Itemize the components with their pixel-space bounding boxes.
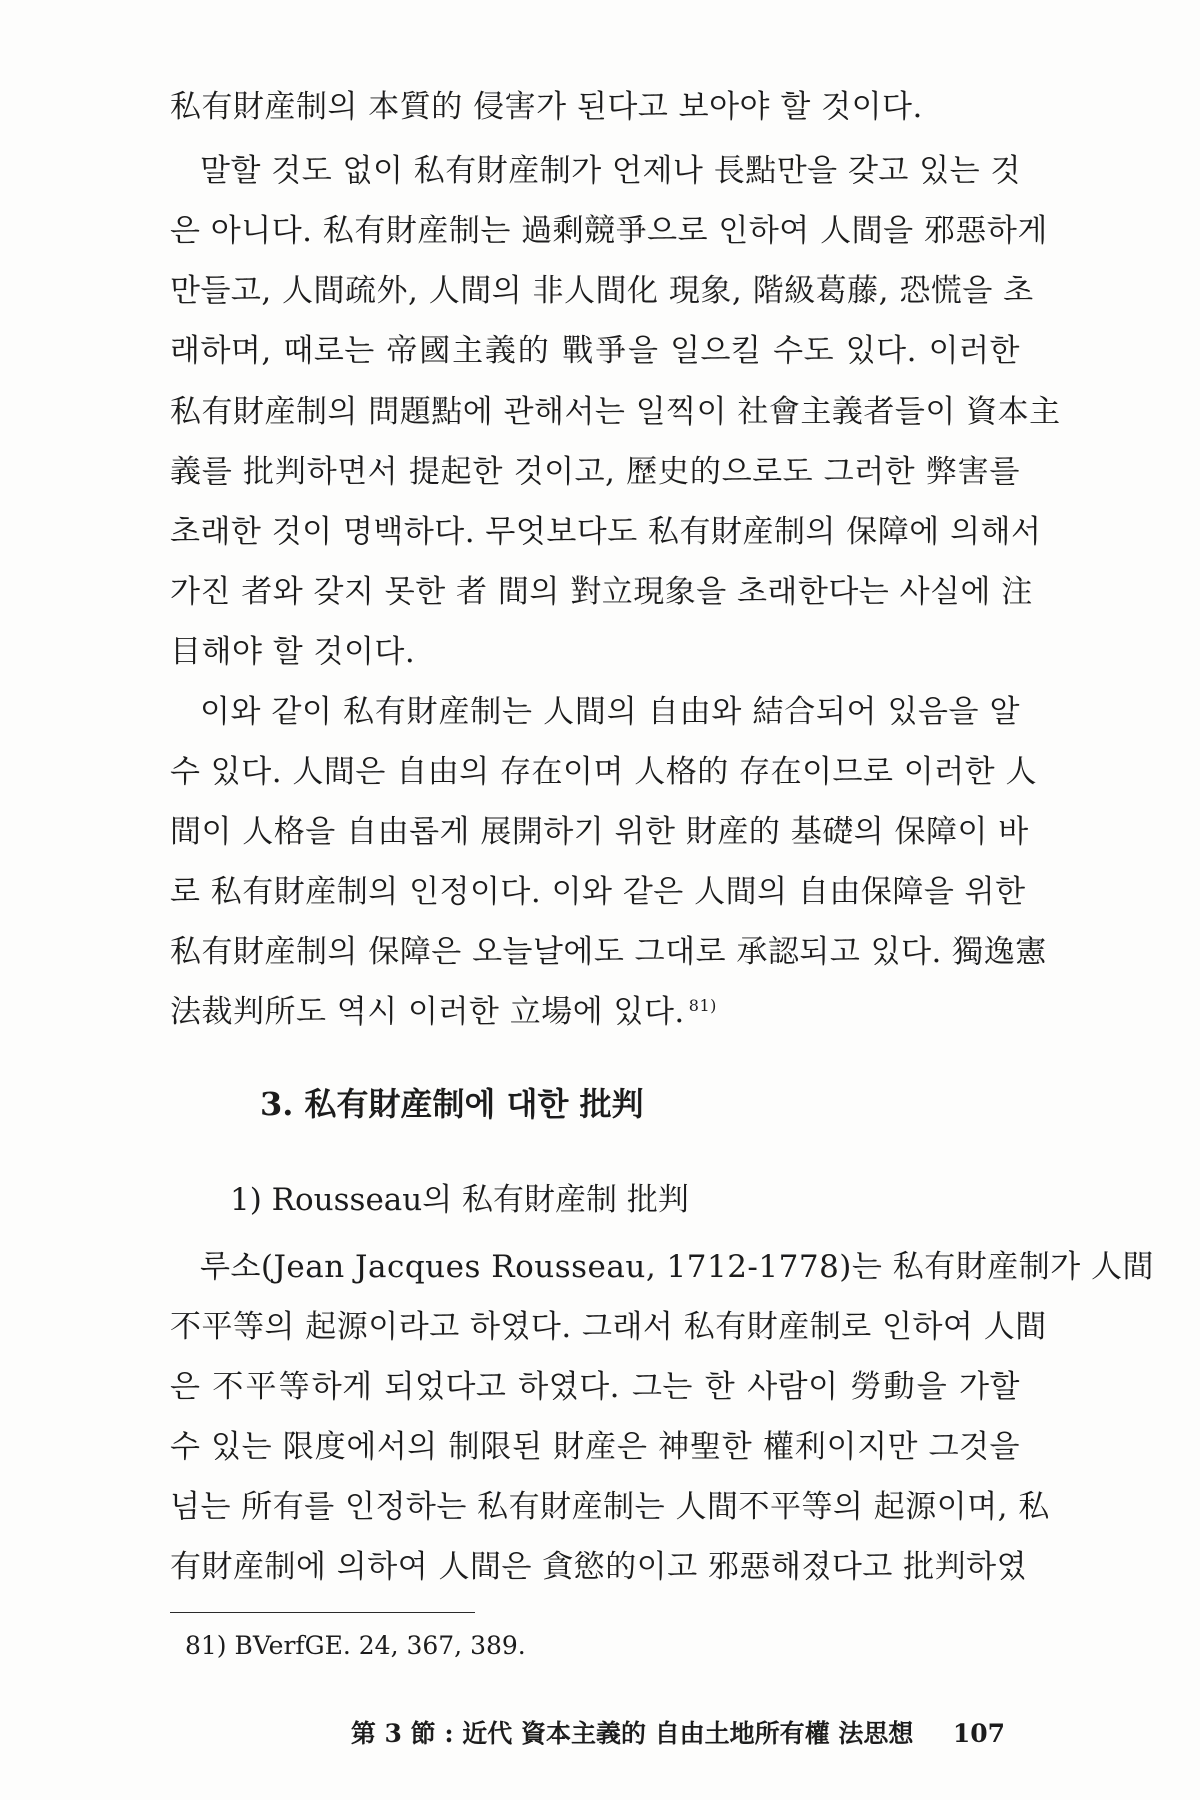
paragraph-2-line-7: 초래한 것이 명백하다. 무엇보다도 私有財産制의 保障에 의해서 xyxy=(170,514,1042,550)
paragraph-3-line-6-text: 法裁判所도 역시 이러한 立場에 있다. xyxy=(170,994,685,1030)
footnote-reference: 81) xyxy=(688,995,717,1015)
paragraph-3-line-2: 수 있다. 人間은 自由의 存在이며 人格的 存在이므로 이러한 人 xyxy=(170,754,1037,790)
paragraph-2-line-2: 은 아니다. 私有財産制는 過剩競爭으로 인하여 人間을 邪惡하게 xyxy=(170,213,1048,249)
paragraph-3-line-6 xyxy=(170,992,1020,1032)
paragraph-4-line-3: 은 不平等하게 되었다고 하였다. 그는 한 사람이 勞動을 가할 xyxy=(170,1369,1020,1405)
subsection-heading: 1) Rousseau의 私有財産制 批判 xyxy=(230,1182,689,1218)
paragraph-2-line-1: 말할 것도 없이 私有財産制가 언제나 長點만을 갖고 있는 것 xyxy=(200,153,1021,189)
section-heading: 3. 私有財産制에 대한 批判 xyxy=(260,1085,644,1123)
paragraph-3-line-1: 이와 같이 私有財産制는 人間의 自由와 結合되어 있음을 알 xyxy=(200,694,1020,730)
paragraph-4-line-4: 수 있는 限度에서의 制限된 財産은 神聖한 權利이지만 그것을 xyxy=(170,1429,1020,1465)
paragraph-2-line-5: 私有財産制의 問題點에 관해서는 일찍이 社會主義者들이 資本主 xyxy=(170,394,1061,430)
paragraph-3-line-5: 私有財産制의 保障은 오늘날에도 그대로 承認되고 있다. 獨逸憲 xyxy=(170,934,1047,970)
footnote-81: 81) BVerfGE. 24, 367, 389. xyxy=(185,1631,526,1660)
paragraph-4-line-1: 루소(Jean Jacques Rousseau, 1712-1778)는 私有財産制가 人間 xyxy=(200,1249,1154,1285)
paragraph-3-line-4: 로 私有財産制의 인정이다. 이와 같은 人間의 自由保障을 위한 xyxy=(170,874,1026,910)
page-number: 107 xyxy=(952,1719,1005,1748)
paragraph-1-line-1: 私有財産制의 本質的 侵害가 된다고 보아야 할 것이다. xyxy=(170,89,923,125)
paragraph-4-line-6: 有財産制에 의하여 人間은 貪慾的이고 邪惡해졌다고 批判하였 xyxy=(170,1549,1028,1585)
paragraph-2-line-6: 義를 批判하면서 提起한 것이고, 歷史的으로도 그러한 弊害를 xyxy=(170,454,1020,490)
paragraph-2-line-9: 目해야 할 것이다. xyxy=(170,634,416,670)
footnote-divider xyxy=(170,1612,475,1613)
running-footer-title: 第 3 節 : 近代 資本主義的 自由土地所有權 法思想 xyxy=(350,1719,914,1748)
paragraph-2-line-8: 가진 者와 갖지 못한 者 間의 對立現象을 초래한다는 사실에 注 xyxy=(170,574,1033,610)
paragraph-4-line-5: 넘는 所有를 인정하는 私有財産制는 人間不平等의 起源이며, 私 xyxy=(170,1489,1050,1525)
paragraph-3-line-3: 間이 人格을 自由롭게 展開하기 위한 財産的 基礎의 保障이 바 xyxy=(170,814,1029,850)
paragraph-4-line-2: 不平等의 起源이라고 하였다. 그래서 私有財産制로 인하여 人間 xyxy=(170,1309,1047,1345)
paragraph-2-line-3: 만들고, 人間疏外, 人間의 非人間化 現象, 階級葛藤, 恐慌을 초 xyxy=(170,273,1034,309)
paragraph-2-line-4: 래하며, 때로는 帝國主義的 戰爭을 일으킬 수도 있다. 이러한 xyxy=(170,333,1020,369)
running-footer xyxy=(351,1718,1005,1750)
